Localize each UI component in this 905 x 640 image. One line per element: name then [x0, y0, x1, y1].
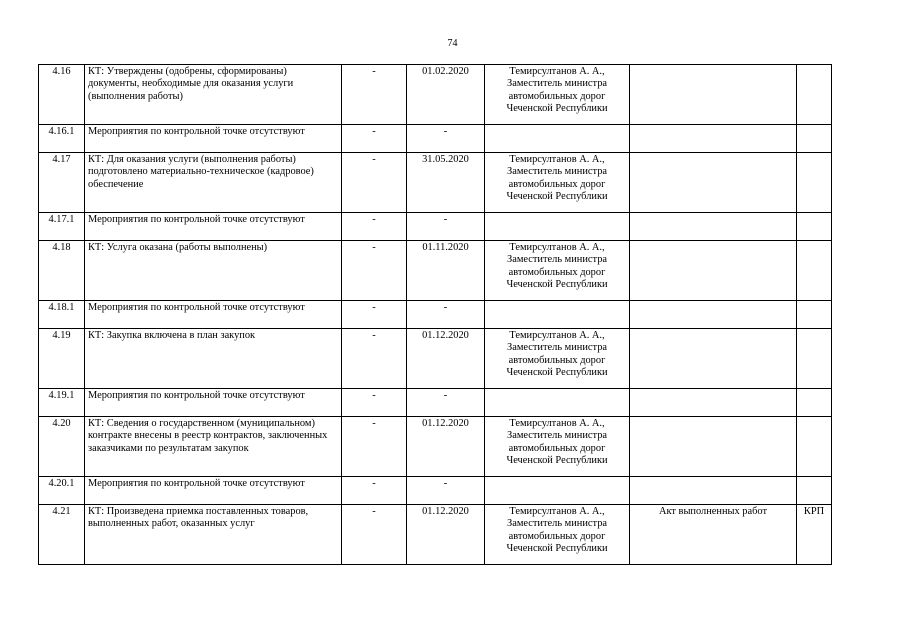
row-result [630, 301, 797, 329]
row-type [797, 477, 832, 505]
row-end-date: - [407, 125, 485, 153]
row-responsible: Темирсултанов А. А., Заместитель министра автомобильных дорог Чеченской Республики [485, 505, 630, 565]
row-end-date: 01.12.2020 [407, 329, 485, 389]
row-result [630, 329, 797, 389]
row-number: 4.18.1 [39, 301, 85, 329]
row-end-date: 01.12.2020 [407, 505, 485, 565]
table-row [39, 241, 832, 301]
row-type [797, 417, 832, 477]
row-description: Мероприятия по контрольной точке отсутствуют [85, 477, 342, 505]
row-description: КТ: Для оказания услуги (выполнения работы) подготовлено материально-техническое (кадровое) обеспечение [85, 153, 342, 213]
row-result [630, 153, 797, 213]
row-responsible: Темирсултанов А. А., Заместитель министра автомобильных дорог Чеченской Республики [485, 153, 630, 213]
row-number: 4.20 [39, 417, 85, 477]
row-type [797, 153, 832, 213]
plan-table [38, 64, 832, 565]
row-end-date: 31.05.2020 [407, 153, 485, 213]
row-result [630, 241, 797, 301]
row-start-date: - [342, 65, 407, 125]
row-end-date: - [407, 389, 485, 417]
row-type [797, 329, 832, 389]
row-end-date: 01.12.2020 [407, 417, 485, 477]
row-description: КТ: Утверждены (одобрены, сформированы) документы, необходимые для оказания услуги (выполнения работы) [85, 65, 342, 125]
row-number: 4.19.1 [39, 389, 85, 417]
row-result [630, 65, 797, 125]
row-description: КТ: Сведения о государственном (муниципальном) контракте внесены в реестр контрактов, заключенных заказчиками по результатам закупок [85, 417, 342, 477]
table-row [39, 417, 832, 477]
row-result [630, 213, 797, 241]
row-start-date: - [342, 125, 407, 153]
row-type [797, 241, 832, 301]
row-number: 4.17.1 [39, 213, 85, 241]
row-responsible [485, 213, 630, 241]
row-number: 4.19 [39, 329, 85, 389]
row-description: КТ: Закупка включена в план закупок [85, 329, 342, 389]
row-description: Мероприятия по контрольной точке отсутствуют [85, 213, 342, 241]
row-result [630, 389, 797, 417]
row-end-date: - [407, 301, 485, 329]
table-row [39, 153, 832, 213]
row-responsible: Темирсултанов А. А., Заместитель министра автомобильных дорог Чеченской Республики [485, 329, 630, 389]
row-number: 4.16.1 [39, 125, 85, 153]
row-type [797, 301, 832, 329]
row-start-date: - [342, 477, 407, 505]
row-start-date: - [342, 153, 407, 213]
table-row [39, 477, 832, 505]
row-type [797, 389, 832, 417]
table-row [39, 389, 832, 417]
row-responsible: Темирсултанов А. А., Заместитель министра автомобильных дорог Чеченской Республики [485, 417, 630, 477]
row-description: КТ: Произведена приемка поставленных товаров, выполненных работ, оказанных услуг [85, 505, 342, 565]
row-result [630, 125, 797, 153]
row-result [630, 477, 797, 505]
row-number: 4.20.1 [39, 477, 85, 505]
row-start-date: - [342, 213, 407, 241]
row-type: КРП [797, 505, 832, 565]
row-start-date: - [342, 417, 407, 477]
table-row [39, 329, 832, 389]
row-end-date: - [407, 213, 485, 241]
table-row [39, 65, 832, 125]
row-type [797, 125, 832, 153]
row-type [797, 213, 832, 241]
row-start-date: - [342, 301, 407, 329]
row-number: 4.16 [39, 65, 85, 125]
page-number: 74 [447, 38, 458, 49]
row-responsible: Темирсултанов А. А., Заместитель министра автомобильных дорог Чеченской Республики [485, 65, 630, 125]
row-responsible [485, 125, 630, 153]
row-number: 4.21 [39, 505, 85, 565]
row-result: Акт выполненных работ [630, 505, 797, 565]
row-responsible [485, 477, 630, 505]
row-end-date: 01.02.2020 [407, 65, 485, 125]
row-start-date: - [342, 329, 407, 389]
row-end-date: 01.11.2020 [407, 241, 485, 301]
row-number: 4.17 [39, 153, 85, 213]
table-row [39, 213, 832, 241]
table-body [39, 65, 832, 565]
row-description: Мероприятия по контрольной точке отсутствуют [85, 125, 342, 153]
row-type [797, 65, 832, 125]
row-description: Мероприятия по контрольной точке отсутствуют [85, 389, 342, 417]
row-number: 4.18 [39, 241, 85, 301]
row-start-date: - [342, 505, 407, 565]
table-row [39, 125, 832, 153]
row-start-date: - [342, 389, 407, 417]
row-end-date: - [407, 477, 485, 505]
table-row [39, 301, 832, 329]
row-responsible: Темирсултанов А. А., Заместитель министра автомобильных дорог Чеченской Республики [485, 241, 630, 301]
row-start-date: - [342, 241, 407, 301]
row-result [630, 417, 797, 477]
row-description: КТ: Услуга оказана (работы выполнены) [85, 241, 342, 301]
row-responsible [485, 389, 630, 417]
table-row [39, 505, 832, 565]
row-responsible [485, 301, 630, 329]
row-description: Мероприятия по контрольной точке отсутствуют [85, 301, 342, 329]
